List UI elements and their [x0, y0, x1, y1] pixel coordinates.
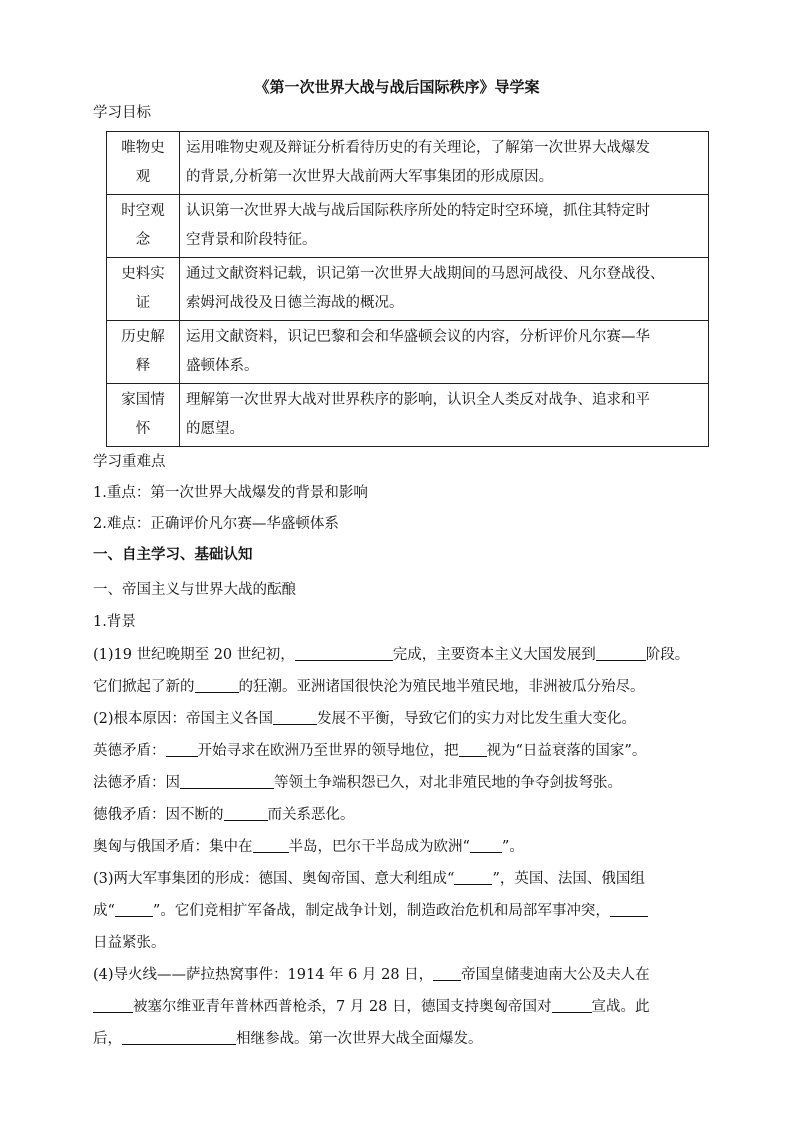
text-run: 发展不平衡，导致它们的实力对比发生重大变化。 [317, 711, 637, 727]
document-title: 《第一次世界大战与战后国际秩序》导学案 [254, 78, 540, 96]
text-run: 它们掀起了新的 [93, 679, 195, 695]
fill-blank[interactable] [454, 869, 492, 885]
objective-key-line: 怀 [135, 421, 151, 437]
paragraph-7-cont [93, 901, 713, 921]
objective-key-line: 念 [135, 232, 151, 248]
objective-value-line: 盛顿体系。 [186, 358, 259, 374]
fill-blank[interactable] [93, 997, 133, 1013]
table-row [107, 132, 709, 195]
objective-key-line: 家国情 [121, 392, 165, 408]
text-run: ”。它们竞相扩军备战，制定战争计划，制造政治危机和局部军事冲突， [152, 903, 610, 919]
table-row [107, 384, 709, 447]
objective-key-line: 释 [135, 358, 151, 374]
objective-value [180, 321, 709, 384]
objective-key-line: 观 [135, 169, 151, 185]
paragraph-1 [93, 645, 713, 665]
objective-value-line: 索姆河战役及日德兰海战的概况。 [186, 295, 404, 311]
fill-blank[interactable] [122, 1029, 236, 1045]
objectives-table [106, 131, 709, 447]
objective-key [107, 195, 180, 258]
text-run: 完成，主要资本主义大国发展到 [392, 647, 596, 663]
fill-blank[interactable] [273, 709, 317, 725]
table-row [107, 195, 709, 258]
objective-value [180, 384, 709, 447]
section-heading-1: 一、自主学习、基础认知 [93, 546, 253, 563]
paragraph-2 [93, 709, 713, 729]
text-run: (1)19 世纪晚期至 20 世纪初， [93, 647, 295, 663]
table-row [107, 258, 709, 321]
text-run: 而关系恶化。 [267, 807, 355, 823]
fill-blank[interactable] [470, 837, 502, 853]
objective-value-line: 理解第一次世界大战对世界秩序的影响，认识全人类反对战争、追求和平 [186, 392, 650, 408]
objective-value-line: 认识第一次世界大战与战后国际秩序所处的特定时空环境，抓住其特定时 [186, 203, 650, 219]
text-run: (4)导火线——萨拉热窝事件：1914 年 6 月 28 日， [93, 967, 434, 983]
paragraph-8 [93, 965, 713, 985]
paragraph-5 [93, 805, 713, 825]
fill-blank[interactable] [180, 773, 274, 789]
table-row [107, 321, 709, 384]
objective-value-line: 运用文献资料，识记巴黎和会和华盛顿会议的内容，分析评价凡尔赛—华 [186, 329, 650, 345]
text-run: 等领土争端积怨已久，对北非殖民地的争夺剑拔弩张。 [274, 775, 622, 791]
fill-blank[interactable] [433, 965, 461, 981]
fill-blank[interactable] [166, 741, 198, 757]
text-run: 法德矛盾：因 [93, 775, 180, 791]
fill-blank[interactable] [253, 837, 289, 853]
text-run: ”，英国、法国、俄国组 [492, 871, 645, 887]
fill-blank[interactable] [115, 901, 153, 917]
paragraph-4 [93, 773, 713, 793]
keypoint-1: 1.重点：第一次世界大战爆发的背景和影响 [93, 485, 368, 501]
text-run: ”。 [501, 839, 524, 855]
keypoints-heading: 学习重难点 [93, 454, 166, 470]
text-run: (3)两大军事集团的形成：德国、奥匈帝国、意大利组成“ [93, 871, 455, 887]
fill-blank[interactable] [195, 677, 239, 693]
text-run: 视为“日益衰落的国家”。 [486, 743, 647, 759]
text-run: 宣战。此 [591, 999, 650, 1015]
objective-key [107, 258, 180, 321]
text-run: 被塞尔维亚青年普林西普枪杀，7 月 28 日，德国支持奥匈帝国对 [133, 999, 552, 1015]
objective-key [107, 132, 180, 195]
text-run: 相继参战。第一次世界大战全面爆发。 [236, 1031, 483, 1047]
objectives-heading: 学习目标 [93, 105, 151, 121]
objective-key-line: 唯物史 [121, 140, 165, 156]
objective-value-line: 运用唯物史观及辩证分析看待历史的有关理论，了解第一次世界大战爆发 [186, 140, 650, 156]
objective-value [180, 258, 709, 321]
objective-value-line: 空背景和阶段特征。 [186, 232, 317, 248]
paragraph-7-end: 日益紧张。 [93, 935, 166, 951]
objective-value-line: 通过文献资料记载，识记第一次世界大战期间的马恩河战役、凡尔登战役、 [186, 266, 665, 282]
objective-value-line: 的背景,分析第一次世界大战前两大军事集团的形成原因。 [186, 169, 554, 185]
objective-key-line: 史料实 [121, 266, 165, 282]
paragraph-8-end [93, 1029, 713, 1049]
fill-blank[interactable] [459, 741, 487, 757]
subsection-heading-1: 一、帝国主义与世界大战的酝酿 [93, 582, 296, 598]
text-run: (2)根本原因：帝国主义各国 [93, 711, 274, 727]
objective-value [180, 195, 709, 258]
objective-value-line: 的愿望。 [186, 421, 244, 437]
fill-blank[interactable] [224, 805, 268, 821]
fill-blank[interactable] [295, 645, 393, 661]
objective-key [107, 321, 180, 384]
keypoint-2: 2.难点：正确评价凡尔赛—华盛顿体系 [93, 516, 339, 532]
paragraph-8-cont [93, 997, 713, 1017]
paragraph-1-cont [93, 677, 713, 697]
objective-key-line: 历史解 [121, 329, 165, 345]
text-run: 的狂潮。亚洲诸国很快沦为殖民地半殖民地，非洲被瓜分殆尽。 [238, 679, 645, 695]
text-run: 半岛，巴尔干半岛成为欧洲“ [288, 839, 470, 855]
text-run: 后， [93, 1031, 122, 1047]
text-run: 德俄矛盾：因不断的 [93, 807, 224, 823]
objective-key-line: 证 [135, 295, 151, 311]
paragraph-3 [93, 741, 713, 761]
fill-blank[interactable] [596, 645, 646, 661]
fill-blank[interactable] [552, 997, 592, 1013]
objective-key-line: 时空观 [121, 203, 165, 219]
text-run: 成“ [93, 903, 115, 919]
text-run: 帝国皇储斐迪南大公及夫人在 [461, 967, 650, 983]
text-run: 英德矛盾： [93, 743, 166, 759]
fill-blank[interactable] [610, 901, 648, 917]
text-run: 开始寻求在欧洲乃至世界的领导地位，把 [197, 743, 459, 759]
objective-key [107, 384, 180, 447]
text-run: 奥匈与俄国矛盾：集中在 [93, 839, 253, 855]
paragraph-7 [93, 869, 713, 889]
paragraph-6 [93, 837, 713, 857]
text-run: 阶段。 [645, 647, 690, 663]
background-heading: 1.背景 [93, 614, 136, 630]
objective-value [180, 132, 709, 195]
